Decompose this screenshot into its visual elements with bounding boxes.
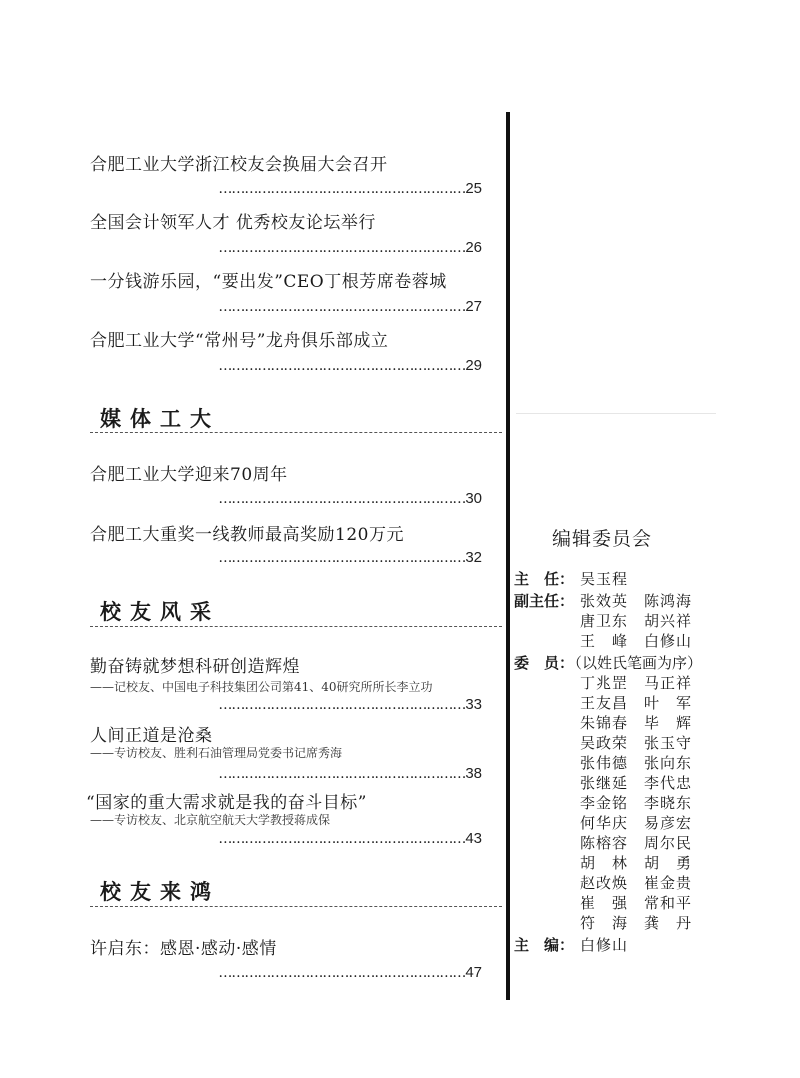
- member-names: 何华庆 易彦宏: [580, 814, 693, 832]
- page-number: 32: [465, 549, 482, 566]
- page-number: 30: [465, 490, 482, 507]
- toc-leader: [218, 180, 482, 197]
- section-divider: [90, 906, 502, 907]
- member-names: 陈榕容 周尔民: [580, 834, 693, 852]
- leader-dots: …………………………………………………: [218, 181, 466, 197]
- toc-leader: [218, 549, 482, 566]
- toc-entry-title: 人间正道是沧桑: [90, 726, 213, 746]
- page-number: 27: [465, 298, 482, 315]
- deputy-names: 张效英 陈鸿海: [580, 592, 693, 610]
- toc-leader: [218, 357, 482, 374]
- deputy-names: 唐卫东 胡兴祥: [580, 612, 693, 630]
- toc-entry-title: 合肥工业大学浙江校友会换届大会召开: [90, 155, 388, 175]
- member-names: 吴政荣 张玉守: [580, 734, 693, 752]
- page-number: 33: [465, 696, 482, 713]
- toc-entry-title: 全国会计领军人才 优秀校友论坛举行: [90, 213, 376, 233]
- toc-entry-subtitle: ——记校友、中国电子科技集团公司第41、40研究所所长李立功: [90, 680, 433, 694]
- section-heading: 校友风采: [100, 600, 220, 624]
- column-divider: [506, 112, 510, 1000]
- page-number: 26: [465, 239, 482, 256]
- leader-dots: …………………………………………………: [218, 491, 466, 507]
- leader-dots: …………………………………………………: [218, 766, 466, 782]
- member-names: 赵改焕 崔金贵: [580, 874, 693, 892]
- deputy-label: 副主任：: [514, 592, 575, 610]
- toc-entry[interactable]: [90, 267, 482, 317]
- chief-name: 吴玉程: [580, 570, 629, 588]
- page-number: 47: [465, 964, 482, 981]
- member-names: 胡 林 胡 勇: [580, 854, 693, 872]
- leader-dots: …………………………………………………: [218, 550, 466, 566]
- member-names: 符 海 龚 丹: [580, 914, 693, 932]
- member-names: 崔 强 常和平: [580, 894, 693, 912]
- leader-dots: …………………………………………………: [218, 831, 466, 847]
- page-number: 43: [465, 830, 482, 847]
- section-divider: [90, 626, 502, 627]
- editorial-board-title: 编辑委员会: [552, 528, 653, 550]
- toc-leader: [218, 490, 482, 507]
- leader-dots: …………………………………………………: [218, 358, 466, 374]
- toc-entry[interactable]: [90, 520, 482, 570]
- toc-leader: [218, 830, 482, 847]
- member-names: 张继延 李代忠: [580, 774, 693, 792]
- member-names: 张伟德 张向东: [580, 754, 693, 772]
- faint-divider: [516, 413, 716, 414]
- chief-label: 主 任：: [514, 570, 575, 588]
- toc-entry-title: 合肥工业大学“常州号”龙舟俱乐部成立: [90, 331, 389, 351]
- page-number: 25: [465, 180, 482, 197]
- toc-entry-title: 一分钱游乐园，“要出发”CEO丁根芳席卷蓉城: [90, 272, 447, 292]
- toc-leader: [218, 964, 482, 981]
- toc-leader: [218, 696, 482, 713]
- section-heading: 媒体工大: [100, 407, 220, 431]
- toc-entry-subtitle: ——专访校友、胜利石油管理局党委书记席秀海: [90, 746, 343, 760]
- section-divider: [90, 432, 502, 433]
- page-number: 38: [465, 765, 482, 782]
- member-names: 李金铭 李晓东: [580, 794, 693, 812]
- members-order-note: （以姓氏笔画为序）: [567, 654, 703, 672]
- toc-entry[interactable]: [90, 460, 482, 510]
- members-label: 委 员：: [514, 654, 575, 672]
- toc-entry-title: 合肥工大重奖一线教师最高奖励120万元: [90, 525, 404, 545]
- section-heading: 校友来鸿: [100, 880, 220, 904]
- toc-entry-title: 合肥工业大学迎来70周年: [90, 465, 288, 485]
- toc-entry[interactable]: [90, 208, 482, 258]
- editor-name: 白修山: [580, 936, 629, 954]
- toc-leader: [218, 239, 482, 256]
- member-names: 朱锦春 毕 辉: [580, 714, 693, 732]
- editor-label: 主 编：: [514, 936, 575, 954]
- toc-entry[interactable]: [90, 652, 482, 714]
- toc-entry-title: 勤奋铸就梦想科研创造辉煌: [90, 657, 300, 677]
- toc-entry-subtitle: ——专访校友、北京航空航天大学教授蒋成保: [90, 813, 331, 827]
- toc-entry[interactable]: [86, 788, 482, 850]
- member-names: 王友昌 叶 军: [580, 694, 693, 712]
- leader-dots: …………………………………………………: [218, 965, 466, 981]
- leader-dots: …………………………………………………: [218, 299, 466, 315]
- toc-entry-title: “国家的重大需求就是我的奋斗目标”: [86, 793, 367, 813]
- toc-entry-title: 许启东：感恩·感动·感情: [90, 939, 277, 959]
- deputy-names: 王 峰 白修山: [580, 632, 693, 650]
- page-number: 29: [465, 357, 482, 374]
- toc-entry[interactable]: [90, 934, 482, 984]
- member-names: 丁兆罡 马正祥: [580, 674, 693, 692]
- leader-dots: …………………………………………………: [218, 240, 466, 256]
- toc-entry[interactable]: [90, 326, 482, 376]
- toc-entry[interactable]: [90, 721, 482, 783]
- toc-entry[interactable]: [90, 150, 482, 200]
- leader-dots: …………………………………………………: [218, 697, 466, 713]
- toc-leader: [218, 765, 482, 782]
- toc-leader: [218, 298, 482, 315]
